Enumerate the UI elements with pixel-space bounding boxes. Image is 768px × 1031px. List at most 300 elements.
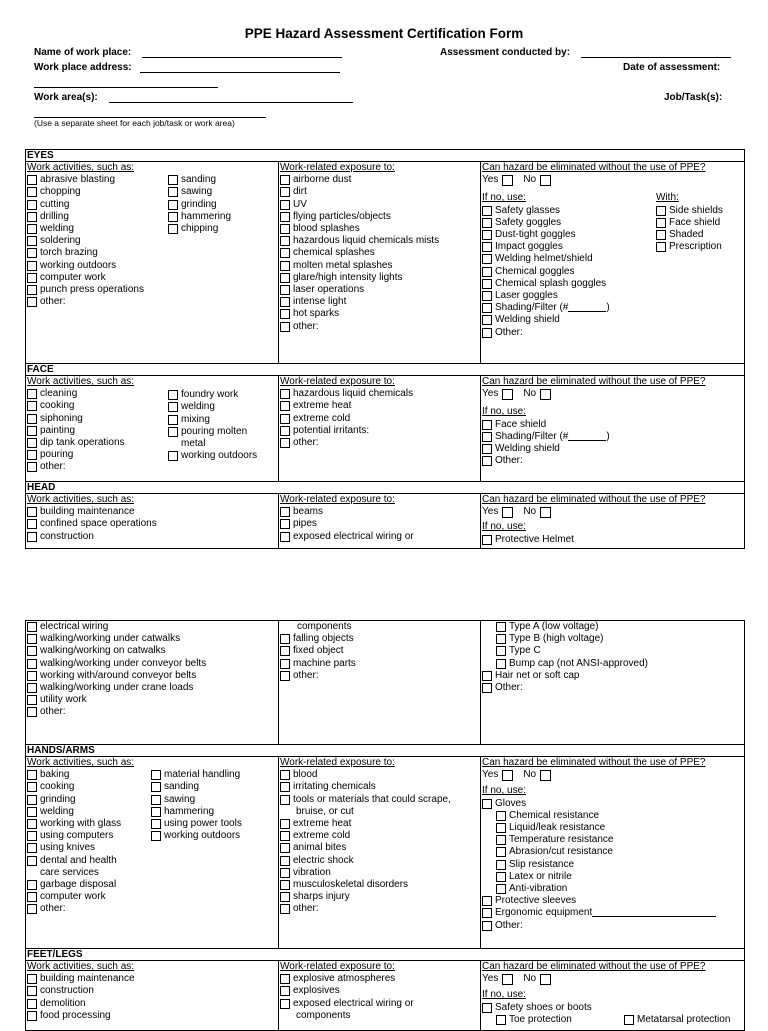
feet-exposure[interactable]: explosive atmospheres xyxy=(280,973,480,985)
checkbox[interactable] xyxy=(280,868,290,878)
feet-sub-item[interactable]: Toe protection xyxy=(496,1014,624,1026)
face-ppe-other[interactable]: Other: xyxy=(482,455,744,467)
checkbox[interactable] xyxy=(27,831,37,841)
eyes-activity[interactable]: cutting xyxy=(27,199,168,211)
checkbox[interactable] xyxy=(27,634,37,644)
helmet-type[interactable]: Type C xyxy=(482,645,744,657)
checkbox[interactable] xyxy=(482,683,492,693)
checkbox[interactable] xyxy=(280,426,290,436)
hands-activity-other[interactable]: other: xyxy=(27,903,151,915)
checkbox[interactable] xyxy=(280,519,290,529)
checkbox[interactable] xyxy=(656,218,666,228)
checkbox[interactable] xyxy=(151,807,161,817)
eyes-activity[interactable]: computer work xyxy=(27,272,168,284)
checkbox[interactable] xyxy=(496,646,506,656)
checkbox[interactable] xyxy=(27,795,37,805)
checkbox[interactable] xyxy=(482,303,492,313)
head-activity-other[interactable]: other: xyxy=(27,706,278,718)
hands-activity[interactable]: material handling xyxy=(151,769,242,781)
hands-exposure[interactable]: musculoskeletal disorders xyxy=(280,879,480,891)
eyes-with-item[interactable]: Prescription xyxy=(656,241,723,253)
yes-checkbox[interactable] xyxy=(502,974,513,985)
head-activity[interactable]: construction xyxy=(27,531,278,543)
face-activity[interactable]: cooking xyxy=(27,400,168,412)
helmet-type[interactable]: Type A (low voltage) xyxy=(482,621,744,633)
hands-ppe-item[interactable]: Protective sleeves xyxy=(482,895,744,907)
eyes-exposure[interactable]: airborne dust xyxy=(280,174,480,186)
assessment-table-page2 xyxy=(25,620,745,1031)
head-activity[interactable]: building maintenance xyxy=(27,506,278,518)
no-checkbox[interactable] xyxy=(540,389,551,400)
checkbox[interactable] xyxy=(280,880,290,890)
workplace-name-field[interactable] xyxy=(142,48,342,58)
face-exposure[interactable]: extreme heat xyxy=(280,400,480,412)
hands-activity[interactable]: hammering xyxy=(151,806,242,818)
glove-type[interactable]: Anti-vibration xyxy=(482,883,744,895)
checkbox[interactable] xyxy=(482,279,492,289)
helmet-type[interactable]: Bump cap (not ANSI-approved) xyxy=(482,658,744,670)
checkbox[interactable] xyxy=(27,782,37,792)
checkbox[interactable] xyxy=(482,432,492,442)
workplace-name-label: Name of work place: xyxy=(34,47,132,58)
checkbox[interactable] xyxy=(280,904,290,914)
checkbox[interactable] xyxy=(280,322,290,332)
checkbox[interactable] xyxy=(280,187,290,197)
hands-activity[interactable]: cooking xyxy=(27,781,151,793)
checkbox[interactable] xyxy=(496,835,506,845)
no-checkbox[interactable] xyxy=(540,507,551,518)
eyes-with-item[interactable]: Shaded xyxy=(656,229,723,241)
yes-checkbox[interactable] xyxy=(502,770,513,781)
eyes-activity-other[interactable]: other: xyxy=(27,296,168,308)
checkbox[interactable] xyxy=(168,187,178,197)
hands-activity[interactable]: using knives xyxy=(27,842,151,854)
face-activity[interactable]: pouring molten xyxy=(168,426,257,438)
checkbox[interactable] xyxy=(496,884,506,894)
eyes-activity[interactable]: punch press operations xyxy=(27,284,168,296)
hands-exposure[interactable]: sharps injury xyxy=(280,891,480,903)
checkbox[interactable] xyxy=(496,872,506,882)
checkbox[interactable] xyxy=(496,634,506,644)
checkbox[interactable] xyxy=(280,224,290,234)
eyes-activity[interactable]: soldering xyxy=(27,235,168,247)
eyes-ppe-item[interactable]: Safety glasses xyxy=(482,205,656,217)
checkbox[interactable] xyxy=(496,811,506,821)
ergonomic-equipment-field[interactable] xyxy=(592,907,716,917)
checkbox[interactable] xyxy=(27,389,37,399)
face-shading-filter[interactable]: Shading/Filter (# ) xyxy=(482,431,744,443)
hands-activity[interactable]: working with glass xyxy=(27,818,151,830)
checkbox[interactable] xyxy=(280,770,290,780)
face-activity[interactable]: working outdoors xyxy=(168,450,257,462)
feet-activity[interactable]: building maintenance xyxy=(27,973,278,985)
checkbox[interactable] xyxy=(27,200,37,210)
checkbox[interactable] xyxy=(482,535,492,545)
checkbox[interactable] xyxy=(280,212,290,222)
checkbox[interactable] xyxy=(27,401,37,411)
eyes-exposure[interactable]: flying particles/objects xyxy=(280,211,480,223)
checkbox[interactable] xyxy=(27,707,37,717)
checkbox[interactable] xyxy=(151,782,161,792)
checkbox[interactable] xyxy=(168,212,178,222)
checkbox[interactable] xyxy=(168,451,178,461)
hands-exposure[interactable]: electric shock xyxy=(280,855,480,867)
checkbox[interactable] xyxy=(280,389,290,399)
eyes-with-item[interactable]: Face shield xyxy=(656,217,723,229)
hands-ergonomic-item[interactable]: Ergonomic equipment xyxy=(482,907,744,919)
head-ppe-other[interactable]: Other: xyxy=(482,682,744,694)
checkbox[interactable] xyxy=(280,261,290,271)
checkbox[interactable] xyxy=(27,273,37,283)
glove-type[interactable]: Chemical resistance xyxy=(482,810,744,822)
work-area-field[interactable] xyxy=(109,93,353,103)
checkbox[interactable] xyxy=(27,297,37,307)
head-activity[interactable]: utility work xyxy=(27,694,278,706)
checkbox[interactable] xyxy=(280,795,290,805)
eyes-ppe-item[interactable]: Safety goggles xyxy=(482,217,656,229)
face-activity[interactable]: mixing xyxy=(168,414,257,426)
eyes-exposure[interactable]: dirt xyxy=(280,186,480,198)
checkbox[interactable] xyxy=(151,770,161,780)
face-ppe-item[interactable]: Welding shield xyxy=(482,443,744,455)
head-exposure[interactable]: beams xyxy=(280,506,480,518)
checkbox[interactable] xyxy=(280,401,290,411)
checkbox[interactable] xyxy=(656,242,666,252)
hands-exposure[interactable]: irritating chemicals xyxy=(280,781,480,793)
hands-activity[interactable]: working outdoors xyxy=(151,830,242,842)
glove-type[interactable]: Latex or nitrile xyxy=(482,871,744,883)
checkbox[interactable] xyxy=(280,856,290,866)
checkbox[interactable] xyxy=(280,236,290,246)
checkbox[interactable] xyxy=(656,206,666,216)
checkbox[interactable] xyxy=(280,843,290,853)
checkbox[interactable] xyxy=(496,823,506,833)
checkbox[interactable] xyxy=(27,974,37,984)
hands-exposure[interactable]: tools or materials that could scrape, xyxy=(280,794,480,806)
checkbox[interactable] xyxy=(482,799,492,809)
checkbox[interactable] xyxy=(27,175,37,185)
face-exposure[interactable]: hazardous liquid chemicals xyxy=(280,388,480,400)
eyes-ppe-item[interactable]: Impact goggles xyxy=(482,241,656,253)
eyes-activity[interactable]: abrasive blasting xyxy=(27,174,168,186)
checkbox[interactable] xyxy=(482,908,492,918)
head-exposure[interactable]: pipes xyxy=(280,518,480,530)
hands-exposure-other[interactable]: other: xyxy=(280,903,480,915)
checkbox[interactable] xyxy=(27,236,37,246)
checkbox[interactable] xyxy=(27,507,37,517)
checkbox[interactable] xyxy=(496,860,506,870)
checkbox[interactable] xyxy=(280,438,290,448)
eyes-exposure[interactable]: glare/high intensity lights xyxy=(280,272,480,284)
checkbox[interactable] xyxy=(482,206,492,216)
glove-type[interactable]: Liquid/leak resistance xyxy=(482,822,744,834)
checkbox[interactable] xyxy=(27,426,37,436)
head-activity[interactable]: walking/working under crane loads xyxy=(27,682,278,694)
head-activity[interactable]: walking/working on catwalks xyxy=(27,645,278,657)
checkbox[interactable] xyxy=(280,175,290,185)
head-exposure[interactable]: falling objects xyxy=(280,633,480,645)
helmet-type[interactable]: Type B (high voltage) xyxy=(482,633,744,645)
eyes-activity[interactable]: welding xyxy=(27,223,168,235)
checkbox[interactable] xyxy=(27,999,37,1009)
workplace-address-field-2[interactable] xyxy=(34,78,218,88)
shading-number-field[interactable] xyxy=(568,431,606,441)
feet-sub-item[interactable]: Metatarsal protection xyxy=(624,1014,730,1026)
hands-exposure[interactable]: blood xyxy=(280,769,480,781)
checkbox[interactable] xyxy=(27,671,37,681)
checkbox[interactable] xyxy=(27,892,37,902)
checkbox[interactable] xyxy=(27,904,37,914)
checkbox[interactable] xyxy=(280,200,290,210)
checkbox[interactable] xyxy=(151,819,161,829)
feet-ppe-item[interactable]: Safety shoes or boots xyxy=(482,1002,744,1014)
checkbox[interactable] xyxy=(482,671,492,681)
checkbox[interactable] xyxy=(27,187,37,197)
hands-exposure[interactable]: vibration xyxy=(280,867,480,879)
face-activity[interactable]: pouring xyxy=(27,449,168,461)
head-exposure[interactable]: exposed electrical wiring or xyxy=(280,531,480,543)
head-ppe-item[interactable]: Protective Helmet xyxy=(482,534,744,546)
eyes-activity[interactable]: chipping xyxy=(168,223,231,235)
head-activity[interactable]: working with/around conveyor belts xyxy=(27,670,278,682)
checkbox[interactable] xyxy=(27,659,37,669)
eyes-with-item[interactable]: Side shields xyxy=(656,205,723,217)
head-exposure[interactable]: fixed object xyxy=(280,645,480,657)
checkbox[interactable] xyxy=(27,695,37,705)
checkbox[interactable] xyxy=(280,892,290,902)
hands-activity[interactable]: welding xyxy=(27,806,151,818)
eyes-exposure[interactable]: hot sparks xyxy=(280,308,480,320)
hands-exposure[interactable]: extreme cold xyxy=(280,830,480,842)
checkbox[interactable] xyxy=(27,1011,37,1021)
eyes-ppe-other[interactable]: Other: xyxy=(482,327,656,339)
yes-checkbox[interactable] xyxy=(502,175,513,186)
checkbox[interactable] xyxy=(496,622,506,632)
work-area-row xyxy=(34,92,353,103)
eyes-ppe-item[interactable]: Chemical splash goggles xyxy=(482,278,656,290)
hands-activity[interactable]: dental and health xyxy=(27,855,151,867)
checkbox[interactable] xyxy=(27,683,37,693)
hands-activity[interactable]: using power tools xyxy=(151,818,242,830)
checkbox[interactable] xyxy=(280,414,290,424)
eyes-exposure-other[interactable]: other: xyxy=(280,321,480,333)
checkbox[interactable] xyxy=(27,646,37,656)
checkbox[interactable] xyxy=(482,291,492,301)
checkbox[interactable] xyxy=(27,519,37,529)
face-exposure[interactable]: potential irritants: xyxy=(280,425,480,437)
feet-exposure[interactable]: explosives xyxy=(280,985,480,997)
hands-activity[interactable]: grinding xyxy=(27,794,151,806)
face-activity[interactable]: foundry work xyxy=(168,389,257,401)
eyes-exposure[interactable]: UV xyxy=(280,199,480,211)
checkbox[interactable] xyxy=(482,254,492,264)
no-checkbox[interactable] xyxy=(540,175,551,186)
checkbox[interactable] xyxy=(482,456,492,466)
face-activity[interactable]: dip tank operations xyxy=(27,437,168,449)
eyes-ppe-item[interactable]: Dust-tight goggles xyxy=(482,229,656,241)
eyes-activity[interactable]: working outdoors xyxy=(27,260,168,272)
checkbox[interactable] xyxy=(168,224,178,234)
checkbox[interactable] xyxy=(280,532,290,542)
checkbox[interactable] xyxy=(482,328,492,338)
checkbox[interactable] xyxy=(482,218,492,228)
checkbox[interactable] xyxy=(168,175,178,185)
checkbox[interactable] xyxy=(27,212,37,222)
no-checkbox[interactable] xyxy=(540,770,551,781)
checkbox[interactable] xyxy=(151,831,161,841)
checkbox[interactable] xyxy=(280,831,290,841)
hands-activity[interactable]: computer work xyxy=(27,891,151,903)
face-activity[interactable]: cleaning xyxy=(27,388,168,400)
face-activity[interactable]: siphoning xyxy=(27,413,168,425)
checkbox[interactable] xyxy=(280,974,290,984)
glove-type[interactable]: Temperature resistance xyxy=(482,834,744,846)
eyes-activity[interactable]: hammering xyxy=(168,211,231,223)
glove-type[interactable]: Slip resistance xyxy=(482,859,744,871)
feet-activity[interactable]: food processing xyxy=(27,1010,278,1022)
checkbox[interactable] xyxy=(280,248,290,258)
checkbox[interactable] xyxy=(280,507,290,517)
eyes-ppe-item[interactable]: Chemical goggles xyxy=(482,266,656,278)
checkbox[interactable] xyxy=(27,261,37,271)
glove-type[interactable]: Abrasion/cut resistance xyxy=(482,846,744,858)
yes-checkbox[interactable] xyxy=(502,507,513,518)
eyes-ppe-item[interactable]: Welding helmet/shield xyxy=(482,253,656,265)
checkbox[interactable] xyxy=(280,671,290,681)
checkbox[interactable] xyxy=(482,267,492,277)
eyes-exposure[interactable]: laser operations xyxy=(280,284,480,296)
checkbox[interactable] xyxy=(27,438,37,448)
eyes-exposure[interactable]: intense light xyxy=(280,296,480,308)
checkbox[interactable] xyxy=(496,659,506,669)
checkbox[interactable] xyxy=(280,285,290,295)
head-exposure[interactable]: machine parts xyxy=(280,658,480,670)
checkbox[interactable] xyxy=(168,390,178,400)
hands-activity[interactable]: baking xyxy=(27,769,151,781)
checkbox[interactable] xyxy=(27,248,37,258)
eyes-exposure[interactable]: hazardous liquid chemicals mists xyxy=(280,235,480,247)
checkbox[interactable] xyxy=(280,297,290,307)
eyes-activity[interactable]: chopping xyxy=(27,186,168,198)
eyes-ppe-item[interactable]: Welding shield xyxy=(482,314,656,326)
checkbox[interactable] xyxy=(482,315,492,325)
gloves-item[interactable]: Gloves xyxy=(482,798,744,810)
face-exposure-other[interactable]: other: xyxy=(280,437,480,449)
checkbox[interactable] xyxy=(280,986,290,996)
checkbox[interactable] xyxy=(27,819,37,829)
face-activity[interactable]: welding xyxy=(168,401,257,413)
feet-activity[interactable]: demolition xyxy=(27,998,278,1010)
work-area-field-2[interactable] xyxy=(34,108,266,118)
checkbox[interactable] xyxy=(27,986,37,996)
hands-ppe-other[interactable]: Other: xyxy=(482,920,744,932)
checkbox[interactable] xyxy=(624,1015,634,1025)
conducted-by-field[interactable] xyxy=(581,48,731,58)
head-ppe-item[interactable]: Hair net or soft cap xyxy=(482,670,744,682)
eyes-activity[interactable]: drilling xyxy=(27,211,168,223)
head-activity[interactable]: electrical wiring xyxy=(27,621,278,633)
feet-activity[interactable]: construction xyxy=(27,985,278,997)
checkbox[interactable] xyxy=(280,659,290,669)
checkbox[interactable] xyxy=(280,309,290,319)
head-activity[interactable]: walking/working under catwalks xyxy=(27,633,278,645)
checkbox[interactable] xyxy=(27,462,37,472)
workplace-address-field[interactable] xyxy=(140,63,340,73)
hands-exposure[interactable]: extreme heat xyxy=(280,818,480,830)
checkbox[interactable] xyxy=(482,896,492,906)
yes-checkbox[interactable] xyxy=(502,389,513,400)
eyes-ppe-item[interactable]: Laser goggles xyxy=(482,290,656,302)
no-checkbox[interactable] xyxy=(540,974,551,985)
checkbox[interactable] xyxy=(27,770,37,780)
checkbox[interactable] xyxy=(280,782,290,792)
eyes-exposure[interactable]: chemical splashes xyxy=(280,247,480,259)
checkbox[interactable] xyxy=(280,646,290,656)
checkbox[interactable] xyxy=(27,532,37,542)
hands-activity[interactable]: using computers xyxy=(27,830,151,842)
hands-activity[interactable]: sawing xyxy=(151,794,242,806)
checkbox[interactable] xyxy=(27,843,37,853)
hands-activity[interactable]: garbage disposal xyxy=(27,879,151,891)
checkbox[interactable] xyxy=(168,200,178,210)
checkbox[interactable] xyxy=(168,402,178,412)
hands-activity[interactable]: sanding xyxy=(151,781,242,793)
checkbox[interactable] xyxy=(27,622,37,632)
eyes-exposure[interactable]: molten metal splashes xyxy=(280,260,480,272)
checkbox[interactable] xyxy=(168,415,178,425)
checkbox[interactable] xyxy=(27,856,37,866)
face-exposure[interactable]: extreme cold xyxy=(280,413,480,425)
checkbox[interactable] xyxy=(27,224,37,234)
eyes-activity[interactable]: sawing xyxy=(168,186,231,198)
checkbox[interactable] xyxy=(280,273,290,283)
checkbox[interactable] xyxy=(280,634,290,644)
checkbox[interactable] xyxy=(27,450,37,460)
checkbox[interactable] xyxy=(482,921,492,931)
checkbox[interactable] xyxy=(151,795,161,805)
checkbox[interactable] xyxy=(482,230,492,240)
checkbox[interactable] xyxy=(482,420,492,430)
hands-exposure[interactable]: animal bites xyxy=(280,842,480,854)
eyes-activity[interactable]: sanding xyxy=(168,174,231,186)
head-activity[interactable]: walking/working under conveyor belts xyxy=(27,658,278,670)
checkbox[interactable] xyxy=(482,242,492,252)
checkbox[interactable] xyxy=(27,807,37,817)
face-activity-other[interactable]: other: xyxy=(27,461,168,473)
checkbox[interactable] xyxy=(27,414,37,424)
checkbox[interactable] xyxy=(27,285,37,295)
checkbox[interactable] xyxy=(482,444,492,454)
face-ppe-item[interactable]: Face shield xyxy=(482,419,744,431)
checkbox[interactable] xyxy=(656,230,666,240)
checkbox[interactable] xyxy=(27,880,37,890)
head-exposure-other[interactable]: other: xyxy=(280,670,480,682)
checkbox[interactable] xyxy=(280,819,290,829)
checkbox[interactable] xyxy=(496,1015,506,1025)
head-activity[interactable]: confined space operations xyxy=(27,518,278,530)
eyes-activity[interactable]: grinding xyxy=(168,199,231,211)
feet-exposure[interactable]: exposed electrical wiring or xyxy=(280,998,480,1010)
face-activity[interactable]: painting xyxy=(27,425,168,437)
shading-number-field[interactable] xyxy=(568,302,606,312)
eyes-shading-filter[interactable]: Shading/Filter (# ) xyxy=(482,302,656,314)
eyes-exposure[interactable]: blood splashes xyxy=(280,223,480,235)
checkbox[interactable] xyxy=(496,847,506,857)
eyes-activity[interactable]: torch brazing xyxy=(27,247,168,259)
checkbox[interactable] xyxy=(482,1003,492,1013)
checkbox[interactable] xyxy=(280,999,290,1009)
checkbox[interactable] xyxy=(168,427,178,437)
